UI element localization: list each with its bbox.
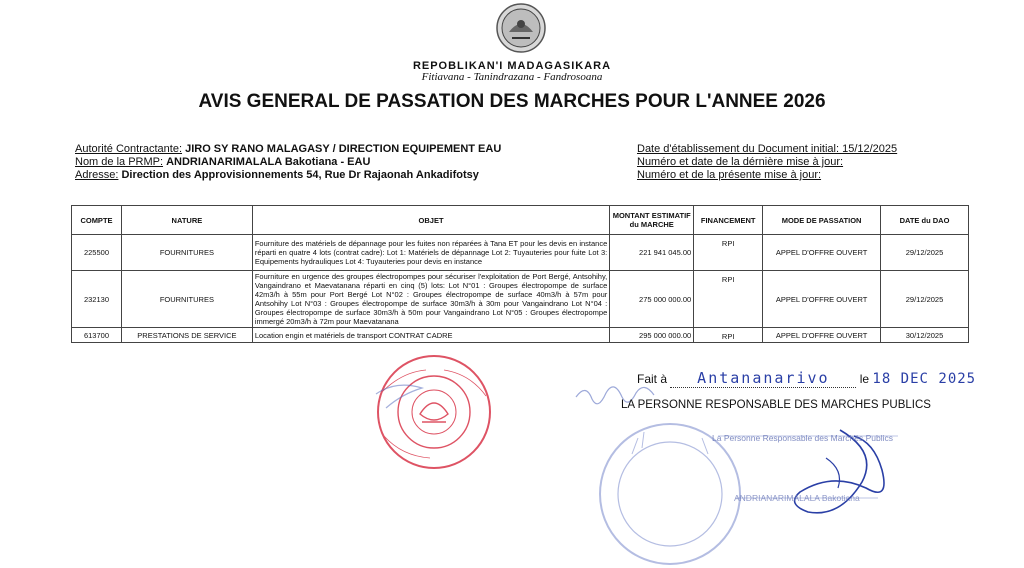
- cell-date: 29/12/2025: [881, 271, 969, 328]
- responsible-person-title: LA PERSONNE RESPONSABLE DES MARCHES PUBLICS: [621, 399, 931, 411]
- cell-montant: 295 000 000.00: [610, 328, 694, 343]
- cell-compte: 613700: [72, 328, 122, 343]
- cell-nature: FOURNITURES: [121, 271, 252, 328]
- table-row: [72, 271, 969, 328]
- date-stamp: 18 DEC 2025: [872, 371, 977, 387]
- red-official-stamp-icon: [362, 352, 506, 472]
- cell-financement: RPI: [694, 235, 763, 271]
- cell-objet: Fourniture des matériels de dépannage pour les fuites non réparées à Tana ET pour les devis en instance réparti en quatre 4 lots (contrat cadre): Lot 1: Matériels de dépannage Lot 2: Tuyauteries pour fuite Lot 3: Equipements hydrauliques Lot 4: Tuyauteries pour devis en instance: [252, 235, 609, 271]
- address-value: Direction des Approvisionnements 54, Rue Dr Rajaonah Ankadifotsy: [121, 169, 479, 181]
- col-header-nature: NATURE: [121, 206, 252, 235]
- place-and-date-line: [637, 369, 976, 388]
- stamp-overlay-name: ANDRIANARIMALALA Bakotiana: [734, 493, 860, 503]
- cell-compte: 232130: [72, 271, 122, 328]
- document-dates-block: [637, 143, 897, 182]
- cell-montant: 221 941 045.00: [610, 235, 694, 271]
- cell-nature: FOURNITURES: [121, 235, 252, 271]
- col-header-financement: FINANCEMENT: [694, 206, 763, 235]
- procurement-table: [71, 205, 969, 343]
- address-label: Adresse:: [75, 169, 119, 181]
- authority-value: JIRO SY RANO MALAGASY / DIRECTION EQUIPEMENT EAU: [185, 143, 502, 155]
- stamp-overlay-title: La Personne Responsable des Marchés Publics: [712, 433, 893, 443]
- contracting-authority-block: [75, 143, 501, 182]
- cell-mode: APPEL D'OFFRE OUVERT: [763, 328, 881, 343]
- cell-montant: 275 000 000.00: [610, 271, 694, 328]
- initial-document-date: Date d'établissement du Document initial: 15/12/2025: [637, 143, 898, 155]
- cell-objet: Fourniture en urgence des groupes électropompes pour sécuriser l'exploitation de Port Bergé, Antsohihy, Vangaindrano et Maevatanana réparti en cinq (5) lots: Lot N°01 : Groupes électropompe de surface 42m3/h à 55m pour Port Bergé Lot N°02 : Groupes électropompe de surface 40m3/h à 57m pour Antsohihy Lot N°03 : Groupes électropompe de surface 30m3/h à 30m pour Vangaindrano Lot N°04 : Groupes électropompe de surface 30m3/h à 50m pour Vangaindrano Lot N°05 : Groupes électropompe immergé 20m3/h à 72m pour Maevatanana: [252, 271, 609, 328]
- cell-nature: PRESTATIONS DE SERVICE: [121, 328, 252, 343]
- col-header-compte: COMPTE: [72, 206, 122, 235]
- cell-objet: Location engin et matériels de transport CONTRAT CADRE: [252, 328, 609, 343]
- cell-mode: APPEL D'OFFRE OUVERT: [763, 235, 881, 271]
- last-update-label: Numéro et date de la dérnière mise à jour:: [637, 156, 844, 168]
- prmp-label: Nom de la PRMP:: [75, 156, 164, 168]
- cell-financement: RPI: [694, 271, 763, 328]
- fait-label: Fait à: [637, 372, 668, 386]
- table-header-row: [72, 206, 969, 235]
- republic-name: REPOBLIKAN'I MADAGASIKARA: [412, 60, 612, 72]
- page-title: AVIS GENERAL DE PASSATION DES MARCHES POUR L'ANNEE 2026: [198, 91, 826, 112]
- col-header-mode: MODE DE PASSATION: [763, 206, 881, 235]
- table-row: [72, 235, 969, 271]
- cell-compte: 225500: [72, 235, 122, 271]
- col-header-montant: MONTANT ESTIMATIF du MARCHE: [610, 206, 694, 235]
- prmp-value: ANDRIANARIMALALA Bakotiana - EAU: [166, 156, 371, 168]
- current-update-label: Numéro et de la présente mise à jour:: [637, 169, 822, 181]
- national-motto: Fitiavana - Tanindrazana - Fandrosoana: [421, 71, 603, 83]
- cell-date: 29/12/2025: [881, 235, 969, 271]
- place-value: Antananarivo: [670, 369, 856, 388]
- cell-date: 30/12/2025: [881, 328, 969, 343]
- col-header-objet: OBJET: [252, 206, 609, 235]
- table-row: [72, 328, 969, 343]
- cell-mode: APPEL D'OFFRE OUVERT: [763, 271, 881, 328]
- madagascar-emblem-icon: [492, 2, 550, 54]
- cell-financement: RPI: [694, 328, 763, 343]
- authority-label: Autorité Contractante:: [75, 143, 183, 155]
- le-label: le: [859, 372, 870, 386]
- col-header-date: DATE du DAO: [881, 206, 969, 235]
